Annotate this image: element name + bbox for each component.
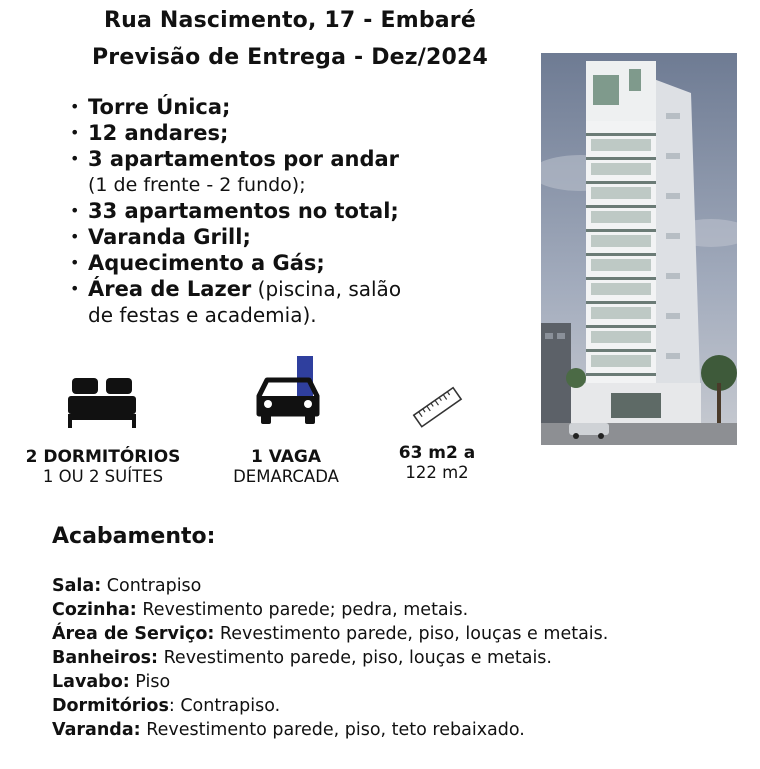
acabamento-label: Banheiros:	[52, 648, 158, 668]
acabamento-text: Revestimento parede, piso, teto rebaixado.	[140, 720, 525, 740]
feature-text: Aquecimento a Gás;	[88, 251, 325, 275]
acabamento-label: Sala:	[52, 576, 102, 596]
stat-value: 63 m2 a	[398, 443, 476, 463]
acabamento-text: : Contrapiso.	[168, 696, 281, 716]
acabamento-text: Contrapiso	[101, 576, 202, 596]
stat-value: 1 VAGA	[250, 447, 322, 467]
acabamento-row	[52, 694, 672, 718]
bed-icon	[66, 376, 138, 428]
feature-subtext: (1 de frente - 2 fundo);	[88, 174, 306, 196]
feature-text: 12 andares;	[88, 121, 229, 145]
acabamento-title: Acabamento:	[52, 524, 216, 549]
ruler-icon	[412, 384, 464, 432]
acabamento-text: Piso	[129, 672, 171, 692]
feature-text: 33 apartamentos no total;	[88, 199, 399, 223]
acabamento-row	[52, 598, 672, 622]
feature-text: 3 apartamentos por andar	[88, 147, 400, 171]
stat-detail: 1 OU 2 SUÍTES	[42, 467, 164, 486]
acabamento-label: Cozinha:	[52, 600, 137, 620]
stat-detail: 122 m2	[405, 463, 469, 482]
feature-item	[68, 224, 488, 250]
feature-text: Área de Lazer	[88, 277, 252, 301]
acabamento-row	[52, 718, 672, 742]
feature-item	[68, 276, 488, 328]
acabamento-label: Lavabo:	[52, 672, 130, 692]
feature-text: Torre Única;	[88, 95, 231, 119]
delivery-title: Previsão de Entrega - Dez/2024	[91, 45, 489, 70]
acabamento-row	[52, 670, 672, 694]
stat-vaga	[213, 447, 359, 487]
feature-item	[68, 250, 488, 276]
acabamento-row	[52, 574, 672, 598]
building-image	[541, 53, 737, 445]
stat-value: 2 DORMITÓRIOS	[25, 447, 181, 467]
acabamento-label: Área de Serviço:	[52, 624, 215, 644]
acabamento-label: Dormitórios	[52, 696, 169, 716]
stat-area	[382, 443, 492, 483]
acabamento-row	[52, 622, 672, 646]
feature-item	[68, 120, 488, 146]
features-list	[68, 94, 488, 328]
feature-item	[68, 94, 488, 120]
acabamento-label: Varanda:	[52, 720, 141, 740]
feature-normal-text: (piscina, salão	[251, 277, 402, 301]
acabamento-text: Revestimento parede, piso, louças e metais.	[158, 648, 552, 668]
feature-continuation: de festas e academia).	[88, 303, 317, 327]
acabamento-row	[52, 646, 672, 670]
car-icon	[253, 356, 323, 428]
acabamento-list	[52, 574, 672, 742]
address-title: Rua Nascimento, 17 - Embaré	[104, 8, 476, 33]
acabamento-text: Revestimento parede, piso, louças e metais.	[214, 624, 609, 644]
stat-dormitorios	[18, 447, 188, 487]
feature-item	[68, 198, 488, 224]
acabamento-text: Revestimento parede; pedra, metais.	[136, 600, 469, 620]
feature-item	[68, 146, 488, 198]
stat-detail: DEMARCADA	[233, 467, 339, 486]
feature-text: Varanda Grill;	[88, 225, 251, 249]
